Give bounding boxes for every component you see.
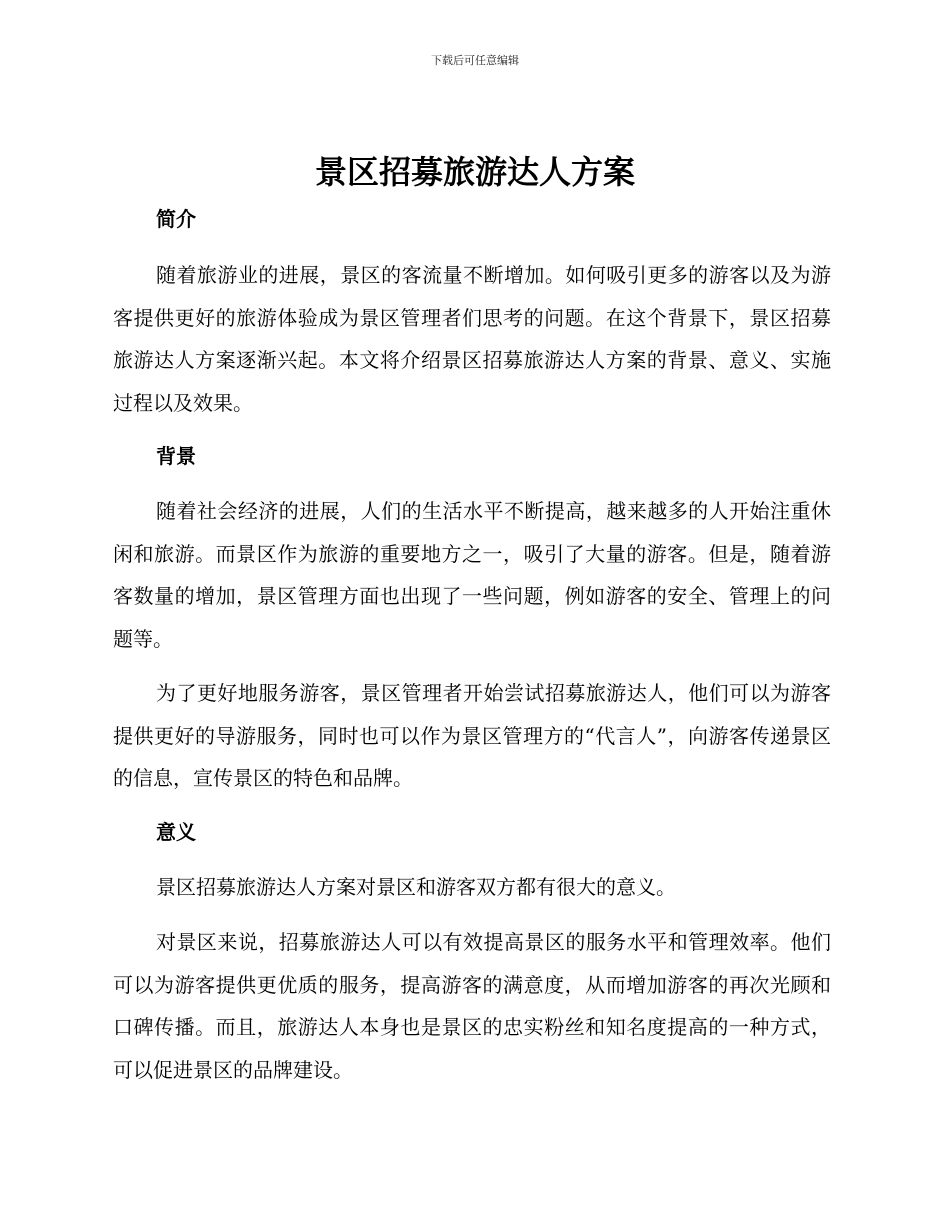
page-header-note: 下载后可任意编辑 bbox=[431, 54, 519, 67]
section-heading-background: 背景 bbox=[156, 444, 196, 468]
paragraph-background-1: 随着社会经济的进展，人们的生活水平不断提高，越来越多的人开始注重休闲和旅游。而景区作为旅游的重要地方之一，吸引了大量的游客。但是，随着游客数量的增加，景区管理方面也出现了一些问题，例如游客的安全、管理上的问题等。 bbox=[113, 499, 831, 651]
paragraph-intro: 随着旅游业的进展，景区的客流量不断增加。如何吸引更多的游客以及为游客提供更好的旅游体验成为景区管理者们思考的问题。在这个背景下，景区招募旅游达人方案逐渐兴起。本文将介绍景区招募旅游达人方案的背景、意义、实施过程以及效果。 bbox=[113, 263, 831, 415]
paragraph-significance-1: 景区招募旅游达人方案对景区和游客双方都有很大的意义。 bbox=[156, 875, 676, 899]
paragraph-background-2: 为了更好地服务游客，景区管理者开始尝试招募旅游达人，他们可以为游客提供更好的导游服务，同时也可以作为景区管理方的“代言人”，向游客传递景区的信息，宣传景区的特色和品牌。 bbox=[113, 681, 831, 790]
paragraph-significance-2: 对景区来说，招募旅游达人可以有效提高景区的服务水平和管理效率。他们可以为游客提供更优质的服务，提高游客的满意度，从而增加游客的再次光顾和口碑传播。而且，旅游达人本身也是景区的忠实粉丝和知名度提高的一种方式，可以促进景区的品牌建设。 bbox=[113, 930, 831, 1082]
section-heading-significance: 意义 bbox=[156, 820, 196, 844]
section-heading-intro: 简介 bbox=[156, 207, 196, 231]
document-title: 景区招募旅游达人方案 bbox=[314, 153, 635, 191]
